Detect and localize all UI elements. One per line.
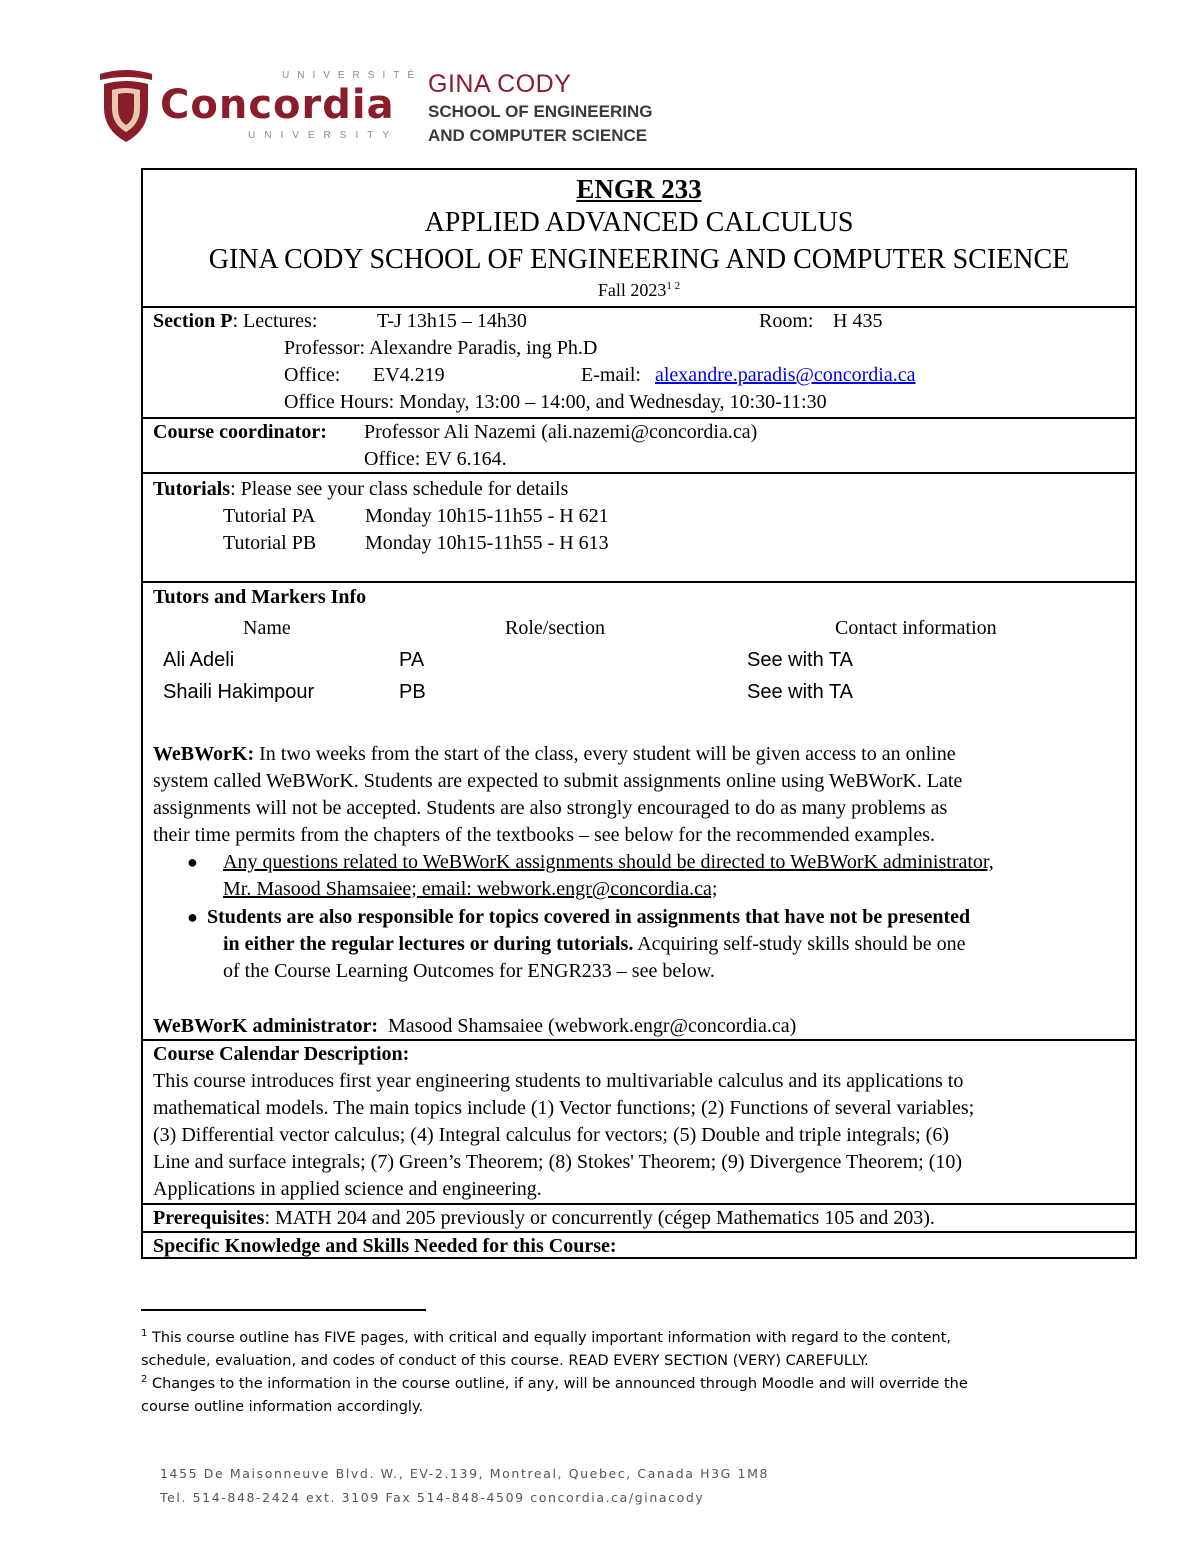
webwork-line: [153, 741, 956, 767]
webwork-admin: Masood Shamsaiee (webwork.engr@concordia.ca): [387, 1015, 797, 1037]
logo-university: UNIVERSITY: [248, 130, 399, 141]
tutorials-intro: : Please see your class schedule for details: [230, 478, 569, 500]
footnote-text: This course outline has FIVE pages, with critical and equally important information with regard to the content,: [147, 1329, 952, 1346]
contact-line: Tel. 514-848-2424 ext. 3109 Fax 514-848-4509 concordia.ca/ginacody: [160, 1490, 705, 1505]
logo-wordmark: Concordia: [160, 82, 395, 128]
tutors-and-webwork: [143, 583, 1135, 1041]
footnote-separator: [141, 1309, 426, 1311]
prerequisites-text: : MATH 204 and 205 previously or concurrently (cégep Mathematics 105 and 203).: [264, 1207, 935, 1229]
tutorial-name: Tutorial PB: [223, 532, 317, 554]
bullet-icon: ●: [187, 907, 198, 927]
calendar-line: Applications in applied science and engineering.: [153, 1178, 542, 1200]
professor: Professor: Alexandre Paradis, ing Ph.D: [284, 337, 598, 359]
course-outline-table: [141, 168, 1137, 1259]
room-value: H 435: [833, 310, 883, 332]
calendar-label: Course Calendar Description:: [153, 1043, 410, 1065]
course-calendar-description: [143, 1041, 1135, 1205]
webwork-bullet2-rest: Acquiring self-study skills should be one: [633, 933, 966, 955]
prerequisites-label: Prerequisites: [153, 1207, 265, 1229]
bullet-icon: ●: [187, 852, 198, 872]
calendar-line: This course introduces first year engineering students to multivariable calculus and its applications to: [153, 1070, 964, 1092]
tutors-col-role: Role/section: [505, 617, 605, 639]
room-label: Room:: [759, 310, 814, 332]
specific-knowledge: [143, 1233, 1135, 1261]
webwork-bullet2-line2: [223, 931, 966, 957]
tutors-col-name: Name: [243, 617, 291, 639]
webwork-text: In two weeks from the start of the class, every student will be given access to an online: [259, 743, 956, 765]
tutor-role: PA: [399, 649, 425, 671]
course-name: APPLIED ADVANCED CALCULUS: [424, 207, 854, 238]
prerequisites-line: [153, 1205, 935, 1231]
section-label: Section P: [153, 310, 233, 332]
concordia-logo: [98, 66, 698, 152]
webwork-line: their time permits from the chapters of the textbooks – see below for the recommended examples.: [153, 824, 935, 846]
webwork-line: assignments will not be accepted. Students are also strongly encouraged to do as many problems as: [153, 797, 948, 819]
footnote-text: course outline information accordingly.: [141, 1398, 424, 1415]
calendar-line: Line and surface integrals; (7) Green’s Theorem; (8) Stokes' Theorem; (9) Divergence Theorem; (10): [153, 1151, 963, 1173]
lectures-label: : Lectures:: [232, 310, 318, 332]
address-line: 1455 De Maisonneuve Blvd. W., EV-2.139, Montreal, Quebec, Canada H3G 1M8: [160, 1466, 770, 1481]
tutor-contact: See with TA: [747, 649, 853, 671]
tutor-contact: See with TA: [747, 681, 853, 703]
course-term: [143, 280, 1135, 301]
tutorial-time: Monday 10h15-11h55 - H 621: [365, 505, 609, 527]
email-label: E-mail:: [581, 364, 641, 386]
tutorials: [143, 474, 1135, 583]
office-hours: Office Hours: Monday, 13:00 – 14:00, and Wednesday, 10:30-11:30: [284, 391, 827, 413]
logo-universite: UNIVERSITÉ: [282, 70, 423, 81]
logo-school-line2: SCHOOL OF ENGINEERING: [428, 102, 653, 121]
webwork-line: system called WeBWorK. Students are expected to submit assignments online using WeBWorK. Late: [153, 770, 963, 792]
webwork-bullet2-line1: Students are also responsible for topics covered in assignments that have not be presented: [207, 906, 971, 928]
calendar-line: mathematical models. The main topics include (1) Vector functions; (2) Functions of several variables;: [153, 1097, 975, 1119]
term-footnote-refs: 1 2: [666, 280, 681, 292]
course-school: GINA CODY SCHOOL OF ENGINEERING AND COMPUTER SCIENCE: [208, 244, 1070, 275]
section-info: [143, 308, 1135, 419]
webwork-admin-line: [153, 1013, 796, 1039]
webwork-bullet1-line1: Any questions related to WeBWorK assignments should be directed to WeBWorK administrator,: [223, 851, 994, 873]
course-coordinator: [143, 419, 1135, 474]
tutorial-name: Tutorial PA: [223, 505, 316, 527]
tutors-heading: Tutors and Markers Info: [153, 586, 367, 608]
footnote-text: Changes to the information in the course outline, if any, will be announced through Moodle and will override the: [147, 1375, 968, 1392]
coordinator-label: Course coordinator:: [153, 421, 327, 443]
webwork-admin-label: WeBWorK administrator:: [153, 1015, 378, 1037]
footnote-text: schedule, evaluation, and codes of conduct of this course. READ EVERY SECTION (VERY) CAREFULLY.: [141, 1352, 869, 1369]
office-label: Office:: [284, 364, 341, 386]
webwork-label: WeBWorK:: [153, 743, 255, 765]
webwork-bullet2-line3: of the Course Learning Outcomes for ENGR233 – see below.: [223, 960, 715, 982]
tutorials-intro-line: [153, 476, 568, 502]
section-line-lectures: [153, 308, 317, 334]
footnote-2: [141, 1368, 1101, 1419]
webwork-bullet1-line2: Mr. Masood Shamsaiee; email: webwork.engr@concordia.ca;: [223, 878, 718, 900]
office-value: EV4.219: [373, 364, 445, 386]
footnote-number: 2: [141, 1374, 148, 1385]
footnote-1: [141, 1322, 1101, 1373]
coordinator-office: Office: EV 6.164.: [364, 448, 507, 470]
logo-school-name: GINA CODY: [428, 70, 572, 98]
term-text: Fall 2023: [597, 280, 667, 300]
webwork-bullet2-bold2: in either the regular lectures or during tutorials.: [223, 933, 634, 955]
tutor-role: PB: [399, 681, 426, 703]
prerequisites: [143, 1205, 1135, 1233]
footnote-number: 1: [141, 1328, 148, 1339]
lectures-time: T-J 13h15 – 14h30: [377, 310, 527, 332]
tutorials-label: Tutorials: [153, 478, 231, 500]
professor-email-link[interactable]: alexandre.paradis@concordia.ca: [655, 364, 916, 386]
tutorial-time: Monday 10h15-11h55 - H 613: [365, 532, 609, 554]
course-title-block: [143, 170, 1135, 308]
concordia-crest-icon: [98, 68, 154, 144]
course-code: ENGR 233: [576, 174, 702, 204]
tutor-name: Shaili Hakimpour: [163, 681, 315, 703]
calendar-line: (3) Differential vector calculus; (4) Integral calculus for vectors; (5) Double and triple integrals; (6): [153, 1124, 949, 1146]
specific-knowledge-label: Specific Knowledge and Skills Needed for this Course:: [153, 1235, 617, 1257]
tutor-name: Ali Adeli: [163, 649, 235, 671]
tutors-col-contact: Contact information: [835, 617, 997, 639]
logo-school-line3: AND COMPUTER SCIENCE: [428, 126, 648, 145]
coordinator-name: Professor Ali Nazemi (ali.nazemi@concordia.ca): [364, 421, 758, 443]
